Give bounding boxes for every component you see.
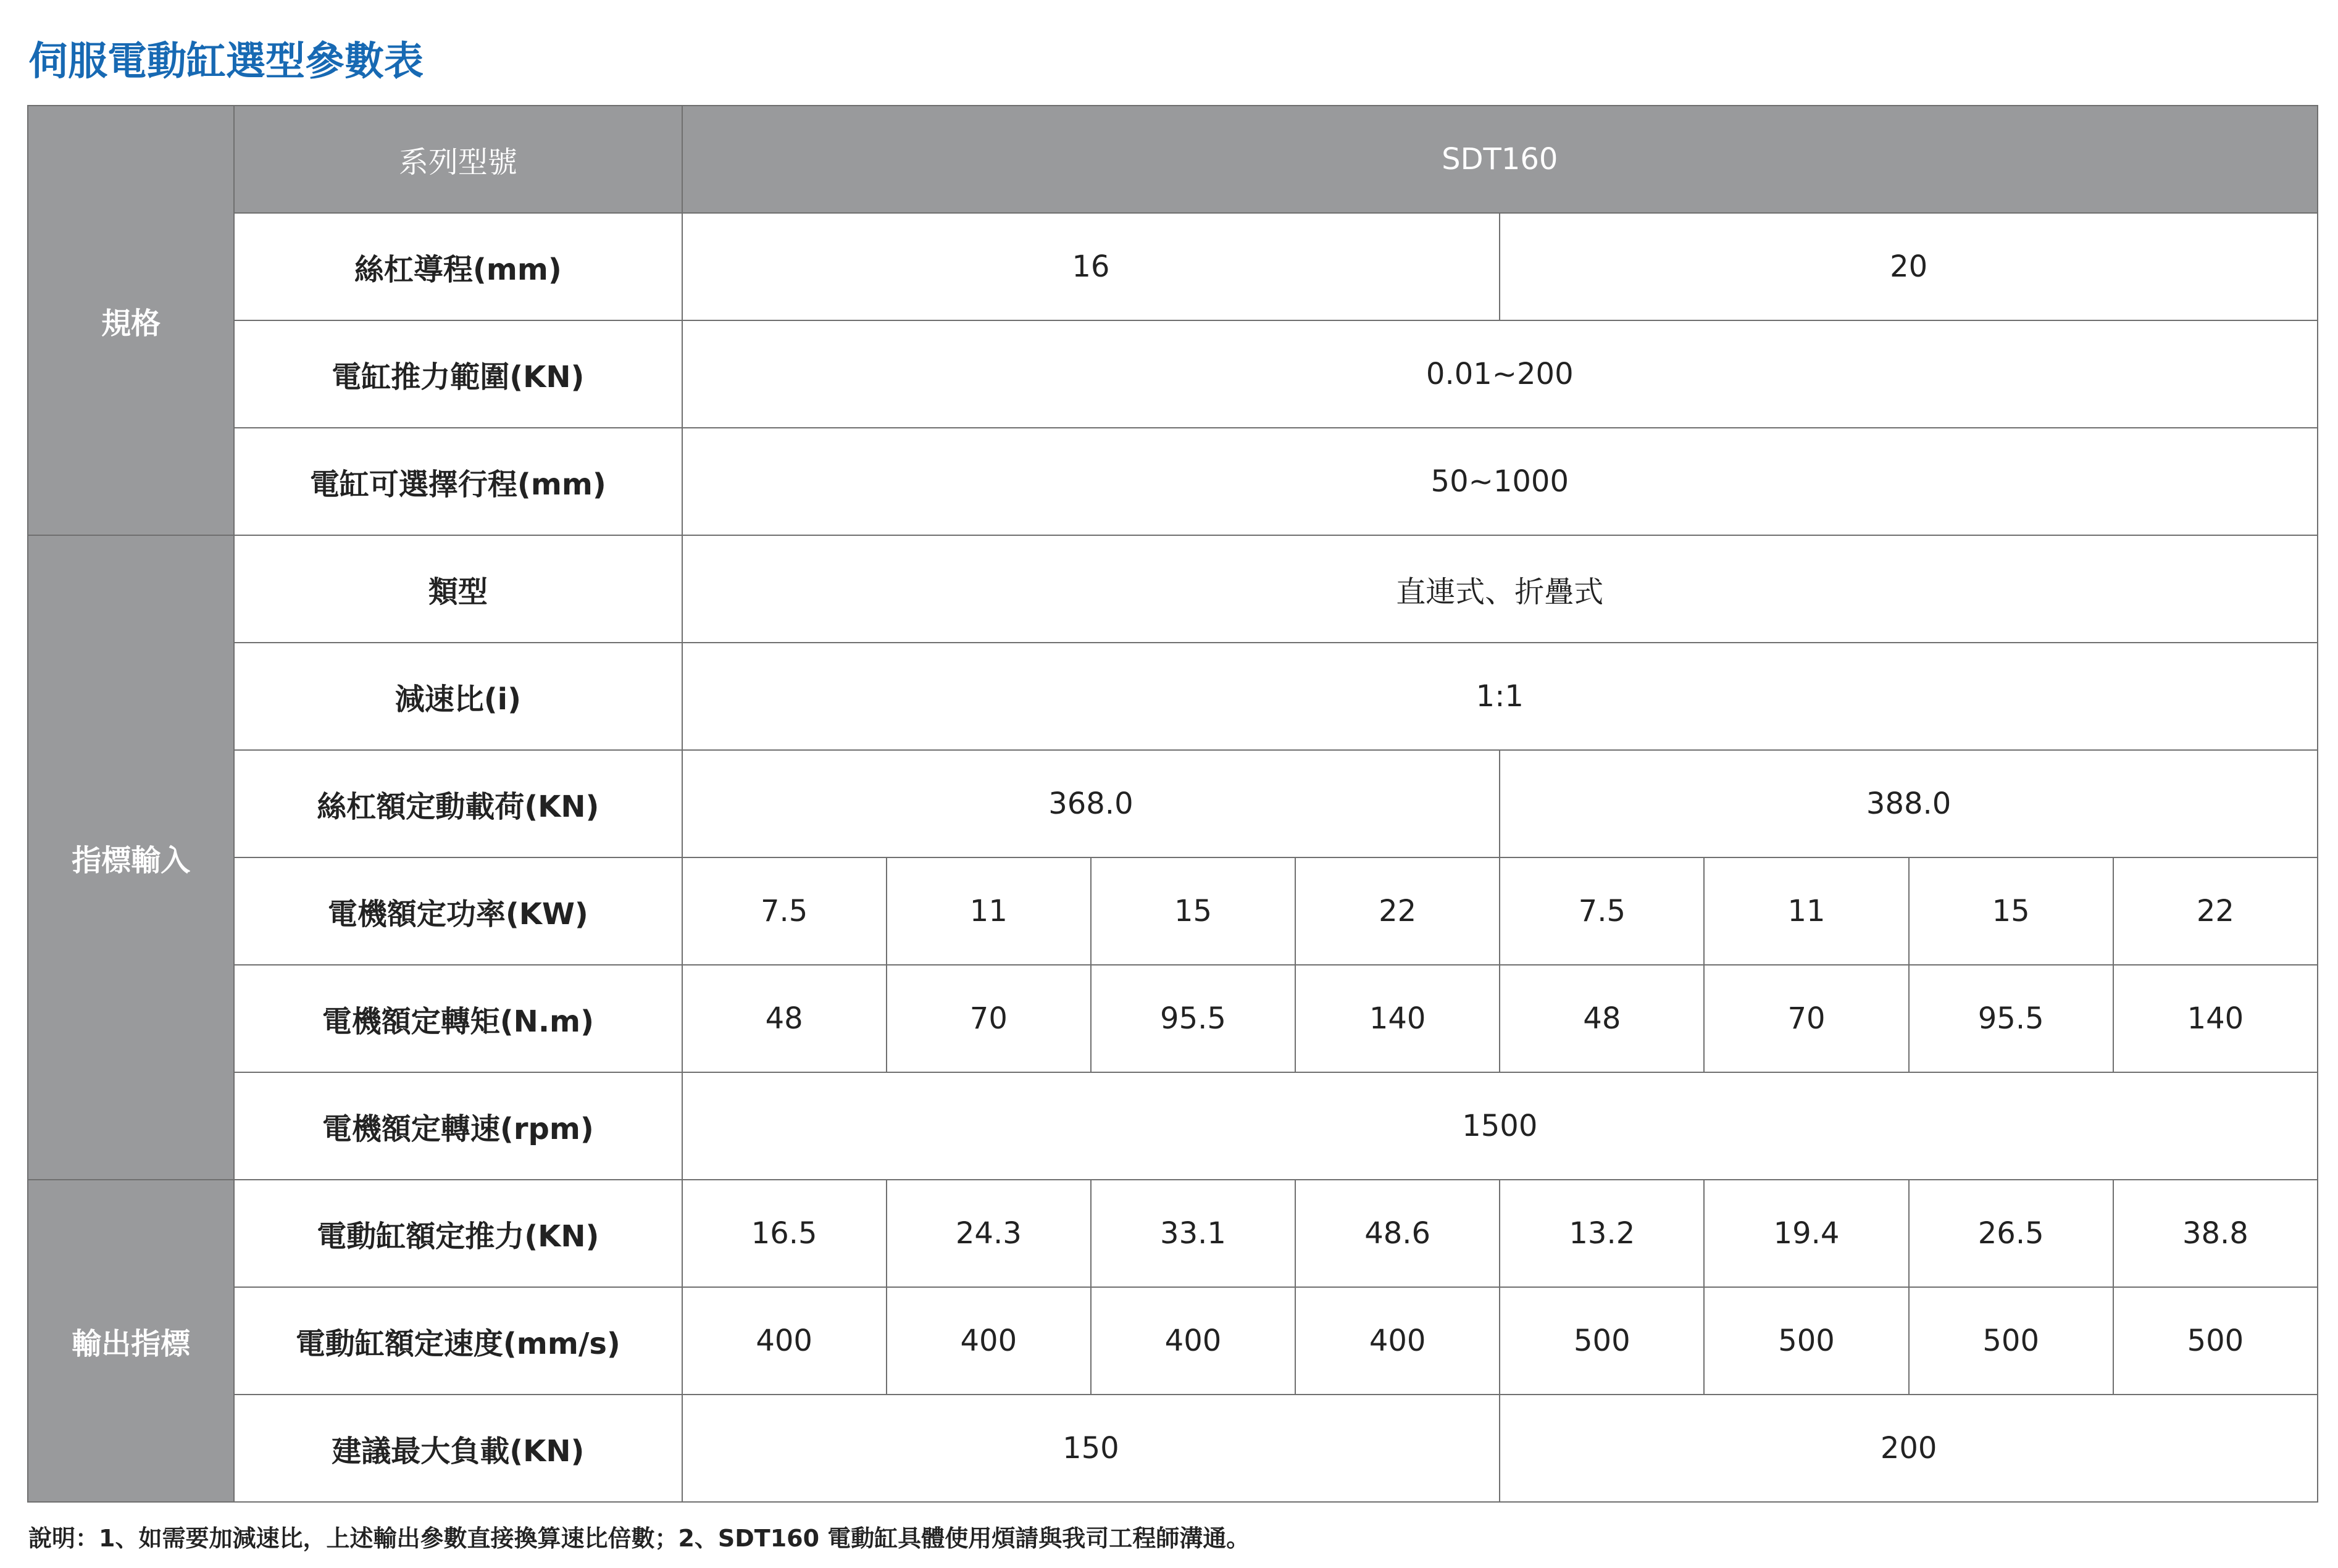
cell: 500 (1909, 1287, 2113, 1395)
cell: 140 (1295, 965, 1500, 1072)
table-row (28, 1180, 2318, 1287)
cell: 500 (1704, 1287, 1908, 1395)
table-row (28, 750, 2318, 857)
cell: 7.5 (1500, 857, 1704, 965)
cell: 16.5 (682, 1180, 887, 1287)
row-label: 電機額定轉速(rpm) (234, 1072, 682, 1180)
row-label: 絲杠導程(mm) (234, 213, 682, 320)
cell: 13.2 (1500, 1180, 1704, 1287)
cell: 70 (1704, 965, 1908, 1072)
cell: 33.1 (1091, 1180, 1295, 1287)
series-label: 系列型號 (234, 106, 682, 213)
cell: 48 (682, 965, 887, 1072)
cell: 95.5 (1909, 965, 2113, 1072)
row-label: 絲杠額定動載荷(KN) (234, 750, 682, 857)
cell: 0.01~200 (682, 320, 2318, 428)
cell: 15 (1909, 857, 2113, 965)
group-output: 輸出指標 (28, 1180, 234, 1502)
row-label: 電機額定轉矩(N.m) (234, 965, 682, 1072)
cell: 400 (1295, 1287, 1500, 1395)
table-row (28, 428, 2318, 535)
cell: 1500 (682, 1072, 2318, 1180)
cell: 400 (887, 1287, 1091, 1395)
cell: 150 (682, 1395, 1500, 1502)
cell: 7.5 (682, 857, 887, 965)
cell: 388.0 (1500, 750, 2318, 857)
row-label: 減速比(i) (234, 643, 682, 750)
spec-table (27, 105, 2318, 1503)
table-row (28, 1072, 2318, 1180)
cell: 26.5 (1909, 1180, 2113, 1287)
cell: 20 (1500, 213, 2318, 320)
table-row (28, 857, 2318, 965)
group-spec: 規格 (28, 106, 234, 535)
footnote: 說明：1、如需要加減速比，上述輸出參數直接換算速比倍數；2、SDT160 電動缸具體使用煩請與我司工程師溝通。 (28, 1525, 1250, 1552)
cell: 500 (1500, 1287, 1704, 1395)
cell: 500 (2113, 1287, 2318, 1395)
cell: 直連式、折疊式 (682, 535, 2318, 643)
cell: 1:1 (682, 643, 2318, 750)
cell: 22 (1295, 857, 1500, 965)
table-row (28, 320, 2318, 428)
table-row (28, 1287, 2318, 1395)
cell: 95.5 (1091, 965, 1295, 1072)
row-label: 電缸可選擇行程(mm) (234, 428, 682, 535)
table-row (28, 535, 2318, 643)
group-input: 指標輸入 (28, 535, 234, 1180)
table-row (28, 213, 2318, 320)
cell: 48.6 (1295, 1180, 1500, 1287)
cell: 16 (682, 213, 1500, 320)
cell: 11 (1704, 857, 1908, 965)
cell: 140 (2113, 965, 2318, 1072)
cell: 400 (682, 1287, 887, 1395)
row-label: 類型 (234, 535, 682, 643)
header-row (28, 106, 2318, 213)
cell: 38.8 (2113, 1180, 2318, 1287)
cell: 70 (887, 965, 1091, 1072)
cell: 400 (1091, 1287, 1295, 1395)
row-label: 電機額定功率(KW) (234, 857, 682, 965)
cell: 200 (1500, 1395, 2318, 1502)
cell: 24.3 (887, 1180, 1091, 1287)
cell: 368.0 (682, 750, 1500, 857)
row-label: 電動缸額定速度(mm/s) (234, 1287, 682, 1395)
cell: 15 (1091, 857, 1295, 965)
table-row (28, 965, 2318, 1072)
cell: 50~1000 (682, 428, 2318, 535)
table-row (28, 643, 2318, 750)
cell: 11 (887, 857, 1091, 965)
series-value: SDT160 (682, 106, 2318, 213)
row-label: 電動缸額定推力(KN) (234, 1180, 682, 1287)
row-label: 電缸推力範圍(KN) (234, 320, 682, 428)
cell: 19.4 (1704, 1180, 1908, 1287)
table-row (28, 1395, 2318, 1502)
cell: 22 (2113, 857, 2318, 965)
row-label: 建議最大負載(KN) (234, 1395, 682, 1502)
cell: 48 (1500, 965, 1704, 1072)
page-title: 伺服電動缸選型參數表 (28, 39, 424, 85)
